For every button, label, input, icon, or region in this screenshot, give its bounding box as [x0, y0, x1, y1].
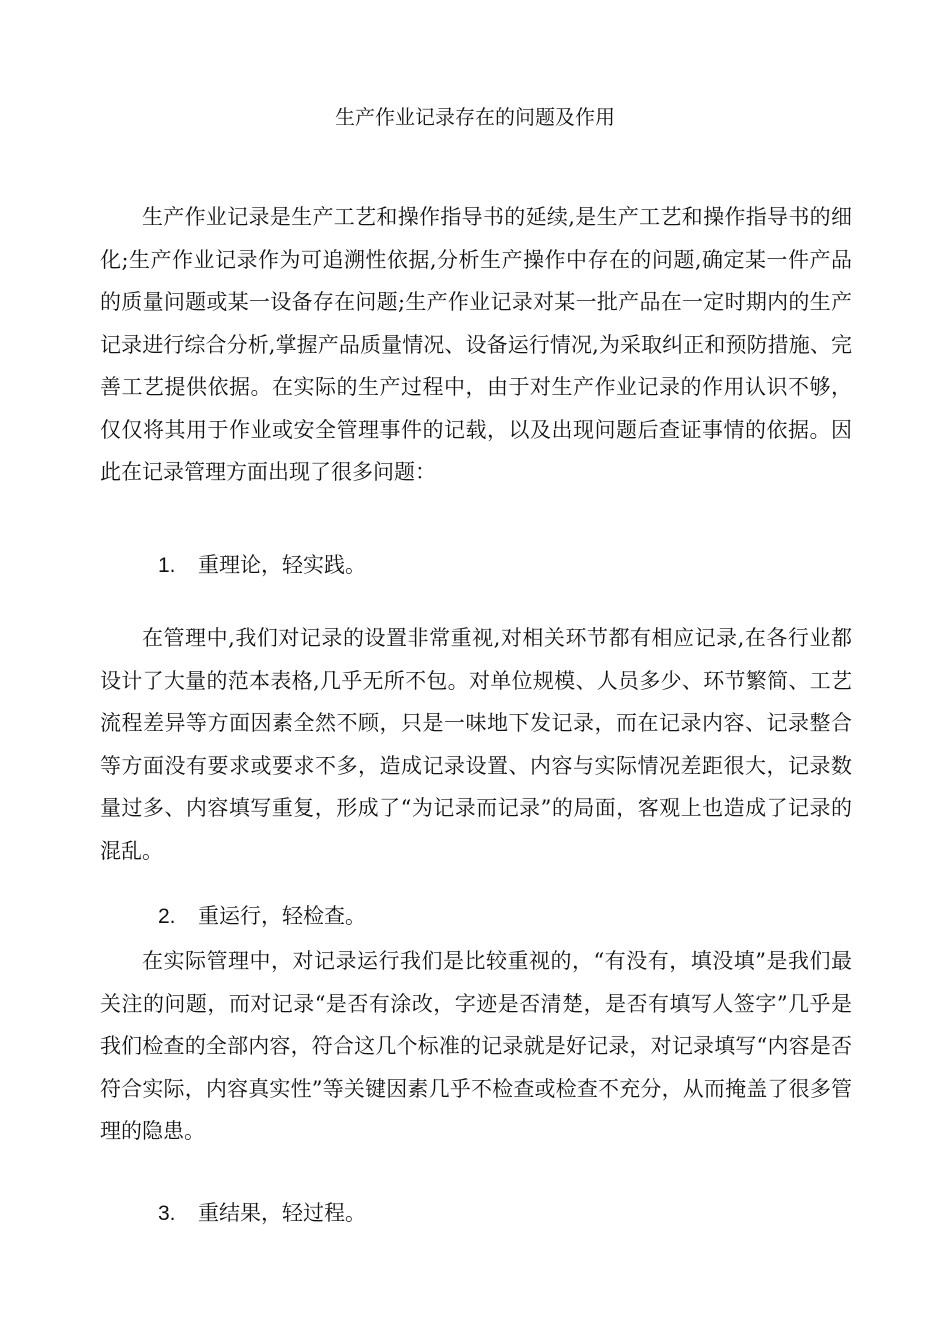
section-heading-3	[158, 1192, 366, 1236]
section-heading-text-1: 重理论，轻实践。	[198, 553, 366, 577]
intro-paragraph: 生产作业记录是生产工艺和操作指导书的延续,是生产工艺和操作指导书的细化;生产作业记录作为可追溯性依据,分析生产操作中存在的问题,确定某一件产品的质量问题或某一设备存在问题;生产作业记录对某一批产品在一定时期内的生产记录进行综合分析,掌握产品质量情况、设备运行情况,为采取纠正和预防措施、完善工艺提供依据。在实际的生产过程中，由于对生产作业记录的作用认识不够，仅仅将其用于作业或安全管理事件的记载，以及出现问题后查证事情的依据。因此在记录管理方面出现了很多问题：	[100, 205, 852, 484]
section-2-paragraph: 在实际管理中，对记录运行我们是比较重视的，“有没有，填没填”是我们最关注的问题，而对记录“是否有涂改，字迹是否清楚，是否有填写人签字”几乎是我们检查的全部内容，符合这几个标准的记录就是好记录，对记录填写“内容是否符合实际，内容真实性”等关键因素几乎不检查或检查不充分，从而掩盖了很多管理的隐患。	[100, 949, 852, 1143]
section-heading-1	[158, 544, 366, 588]
section-number-3: 3.	[158, 1202, 176, 1225]
section-heading-text-2: 重运行，轻检查。	[198, 904, 366, 928]
section-1-paragraph: 在管理中,我们对记录的设置非常重视,对相关环节都有相应记录,在各行业都设计了大量的范本表格,几乎无所不包。对单位规模、人员多少、环节繁简、工艺流程差异等方面因素全然不顾，只是一味地下发记录，而在记录内容、记录整合等方面没有要求或要求不多，造成记录设置、内容与实际情况差距很大，记录数量过多、内容填写重复，形成了“为记录而记录”的局面，客观上也造成了记录的混乱。	[100, 626, 852, 863]
document-title: 生产作业记录存在的问题及作用	[335, 105, 615, 129]
section-number-2: 2.	[158, 905, 176, 928]
section-heading-2	[158, 895, 366, 939]
section-number-1: 1.	[158, 554, 176, 577]
section-heading-text-3: 重结果，轻过程。	[198, 1201, 366, 1225]
